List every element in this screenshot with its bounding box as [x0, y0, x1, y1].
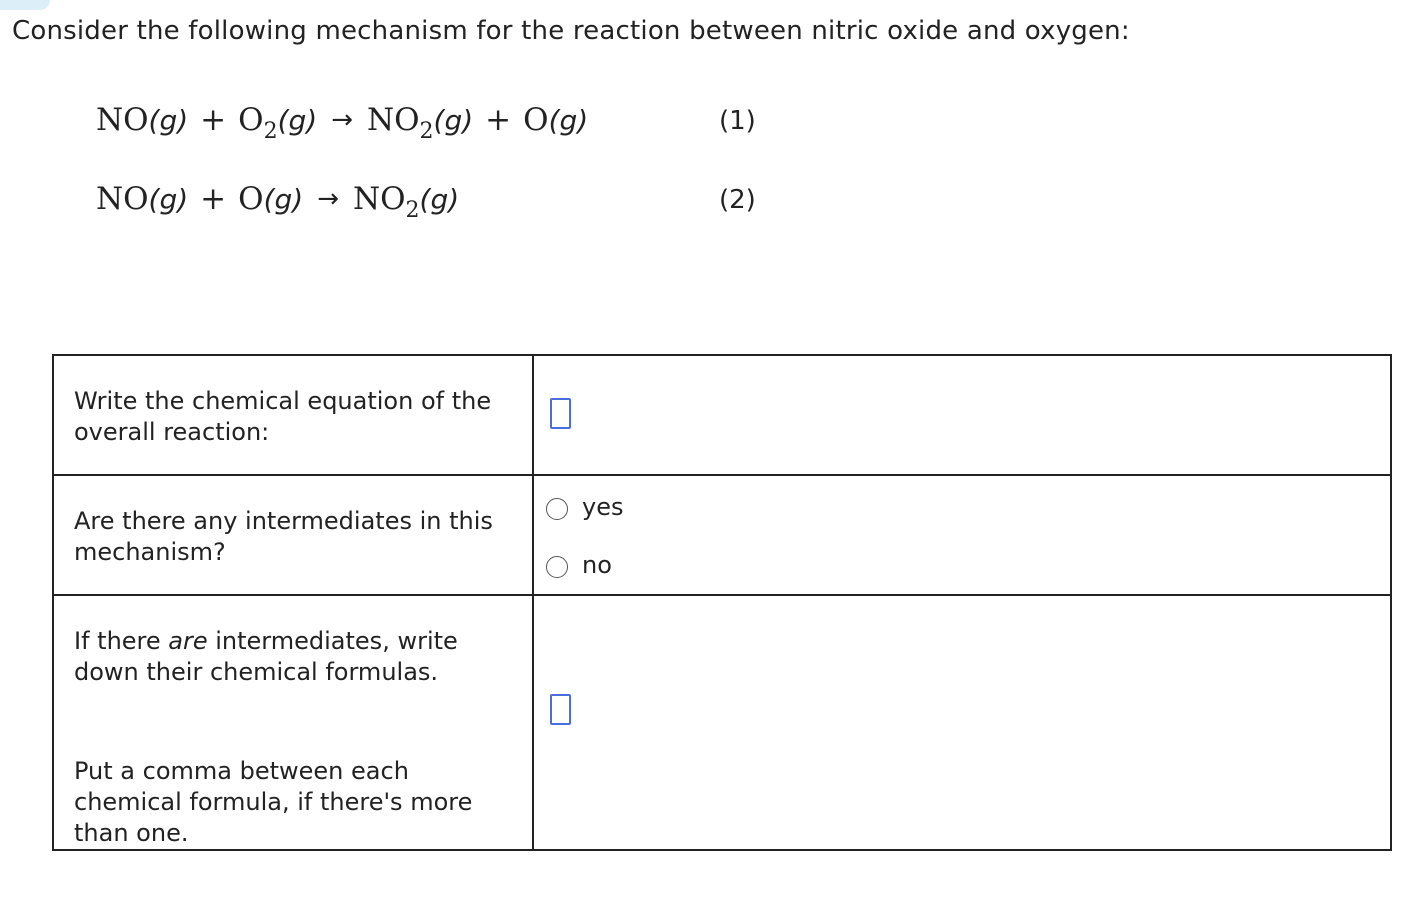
radio-option-yes[interactable]: [546, 494, 1390, 524]
intermediates-exist-prompt: Are there any intermediates in this mechanism?: [74, 507, 493, 566]
intro-text: Consider the following mechanism for the reaction between nitric oxide and oxygen:: [12, 16, 1130, 46]
reaction-1-reactant1: NO: [96, 102, 149, 138]
reaction-1-reactant2: O: [238, 102, 264, 138]
reaction-2-reactant2-state: (g): [263, 183, 304, 216]
subscript: 2: [263, 119, 278, 144]
subscript: 2: [405, 198, 420, 223]
intermediate-formulas-prompt: [54, 596, 532, 688]
question-row-intermediate-formulas: [53, 595, 1391, 850]
reaction-2-product1-state: (g): [419, 183, 460, 216]
question-table: [52, 354, 1392, 851]
radio-yes-button[interactable]: [546, 498, 568, 520]
question-cell: [53, 595, 533, 850]
reaction-2-reactant1-state: (g): [148, 183, 189, 216]
subscript: 2: [419, 119, 434, 144]
reaction-arrow-icon: →: [317, 184, 339, 214]
reaction-1-product1: NO: [367, 102, 420, 138]
plus-sign: +: [200, 181, 227, 217]
question-row-intermediates-exist: [53, 475, 1391, 595]
reaction-2-reactant2: O: [238, 181, 264, 217]
question-row-overall: [53, 355, 1391, 475]
reaction-1-product2: O: [523, 102, 549, 138]
reaction-1-number: (1): [719, 106, 756, 136]
question-cell: [53, 355, 533, 475]
prompt-text: intermediates, write down their chemical formulas.: [74, 627, 458, 686]
overall-reaction-prompt: Write the chemical equation of the overall reaction:: [74, 387, 492, 446]
plus-sign: +: [485, 102, 512, 138]
prompt-emphasis: are: [168, 627, 208, 655]
plus-sign: +: [200, 102, 227, 138]
reaction-2-number: (2): [719, 185, 756, 215]
reaction-1-product2-state: (g): [548, 104, 589, 137]
radio-option-no[interactable]: [546, 552, 1390, 582]
reaction-2: [96, 181, 460, 223]
reaction-2-product1: NO: [353, 181, 406, 217]
prompt-text: If there: [74, 627, 169, 655]
reaction-1: [96, 102, 589, 144]
reaction-arrow-icon: →: [331, 105, 353, 135]
reaction-1-product1-state: (g): [433, 104, 474, 137]
radio-yes-label[interactable]: yes: [582, 493, 624, 521]
answer-cell: [533, 595, 1391, 850]
radio-no-button[interactable]: [546, 556, 568, 578]
question-cell: [53, 475, 533, 595]
corner-tab: [0, 0, 50, 10]
radio-no-label[interactable]: no: [582, 551, 612, 579]
overall-equation-input[interactable]: [550, 398, 571, 429]
comma-instruction: Put a comma between each chemical formula, if there's more than one.: [74, 757, 473, 847]
answer-cell: [533, 475, 1391, 595]
reaction-1-reactant1-state: (g): [148, 104, 189, 137]
reaction-1-reactant2-state: (g): [277, 104, 318, 137]
intermediate-formulas-input[interactable]: [550, 694, 571, 725]
reaction-2-reactant1: NO: [96, 181, 149, 217]
answer-cell: [533, 355, 1391, 475]
